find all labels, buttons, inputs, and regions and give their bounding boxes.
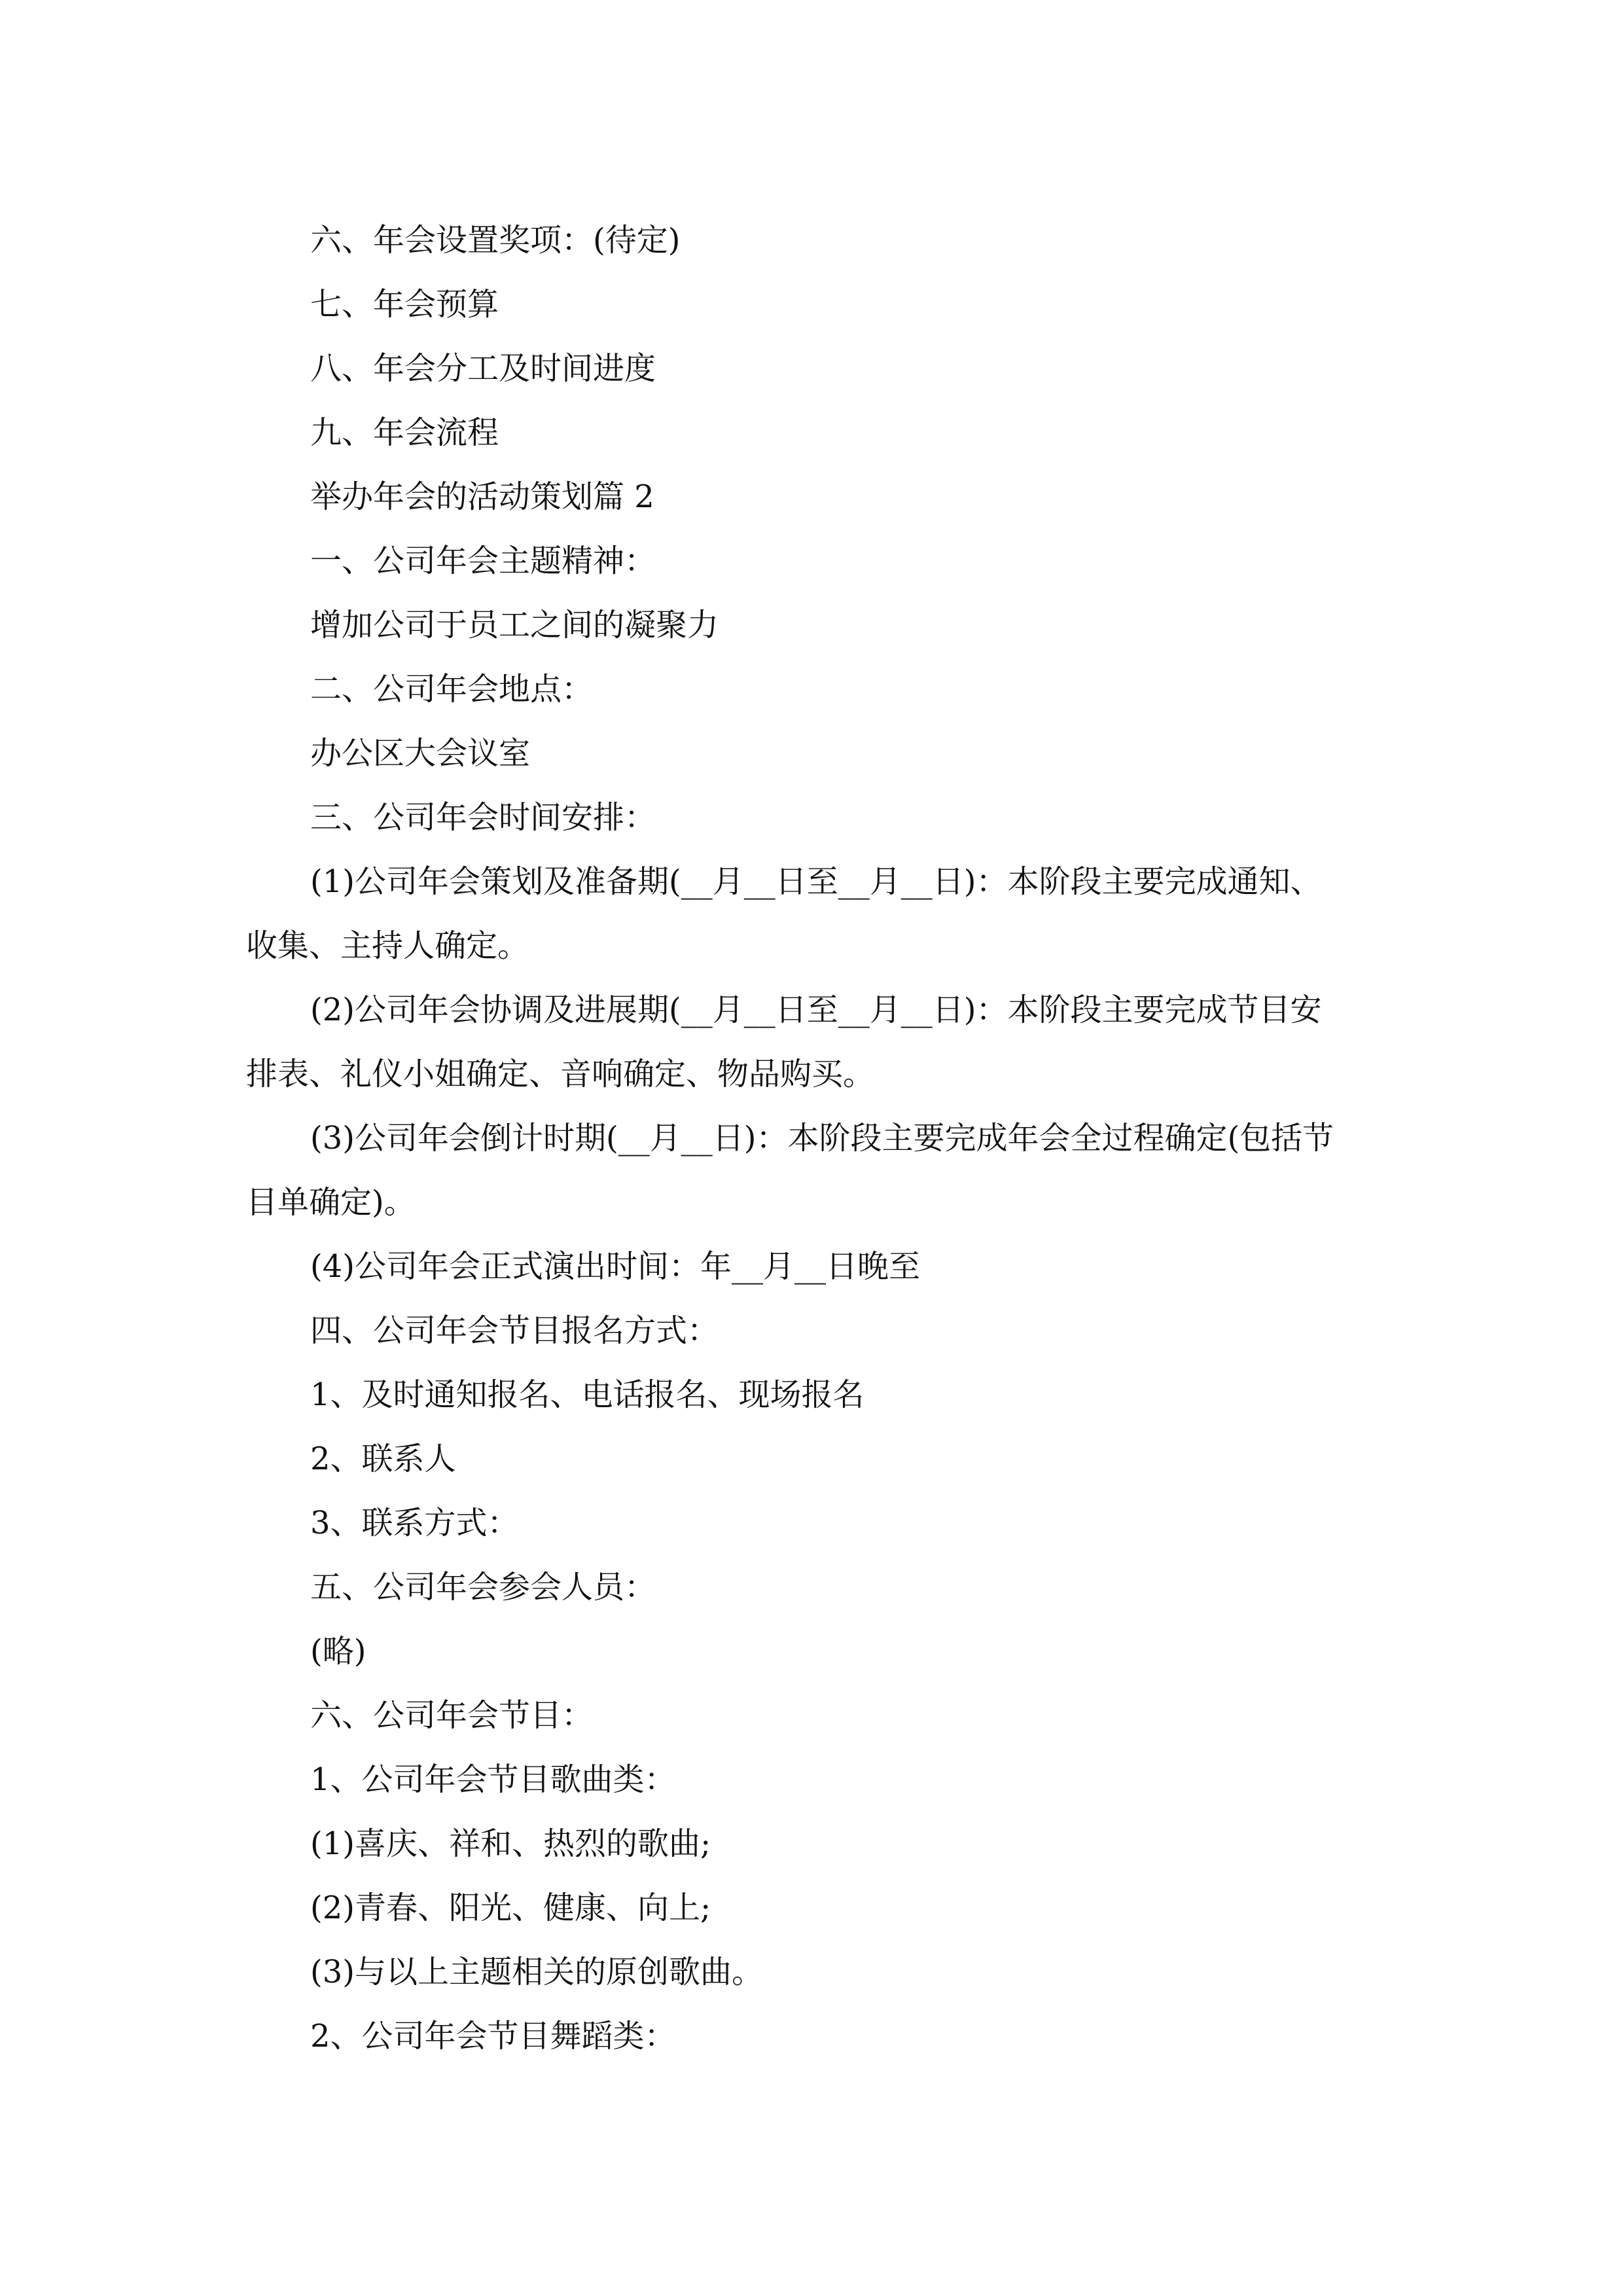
text-line: (3)与以上主题相关的原创歌曲。	[310, 1954, 763, 1990]
text-line: (略)	[310, 1633, 366, 1670]
text-line: (4)公司年会正式演出时间：年__月__日晚至	[310, 1248, 920, 1285]
text-line: 四、公司年会节目报名方式：	[310, 1312, 719, 1349]
document-body	[246, 208, 1391, 2068]
text-line: 六、年会设置奖项：(待定)	[310, 222, 681, 259]
text-line: 办公区大会议室	[310, 735, 531, 772]
text-line: 2、公司年会节目舞蹈类：	[310, 2018, 676, 2054]
text-line: (1)公司年会策划及准备期(__月__日至__月__日)：本阶段主要完成通知、	[310, 863, 1322, 900]
text-line-continuation: 收集、主持人确定。	[246, 927, 529, 964]
text-line: 一、公司年会主题精神：	[310, 543, 656, 579]
text-line: 增加公司于员工之间的凝聚力	[310, 607, 719, 643]
text-line: 八、年会分工及时间进度	[310, 350, 656, 387]
text-line-continuation: 排表、礼仪小姐确定、音响确定、物品购买。	[246, 1056, 875, 1092]
text-line: 3、联系方式：	[310, 1505, 519, 1541]
text-line: 1、及时通知报名、电话报名、现场报名	[310, 1376, 865, 1413]
text-line: 2、联系人	[310, 1441, 456, 1477]
text-line: 九、年会流程	[310, 414, 499, 451]
text-line: 三、公司年会时间安排：	[310, 799, 656, 836]
text-line: 1、公司年会节目歌曲类：	[310, 1761, 676, 1798]
text-line: 六、公司年会节目：	[310, 1697, 594, 1734]
text-line: 七、年会预算	[310, 286, 499, 323]
text-line: (2)公司年会协调及进展期(__月__日至__月__日)：本阶段主要完成节目安	[310, 992, 1322, 1028]
text-line: 五、公司年会参会人员：	[310, 1569, 656, 1605]
text-line: (1)喜庆、祥和、热烈的歌曲;	[310, 1825, 711, 1862]
section-heading: 举办年会的活动策划篇 2	[310, 478, 654, 515]
text-line: (2)青春、阳光、健康、向上;	[310, 1890, 711, 1926]
text-line: 二、公司年会地点：	[310, 671, 594, 708]
text-line-continuation: 目单确定)。	[246, 1184, 416, 1221]
text-line: (3)公司年会倒计时期(__月__日)：本阶段主要完成年会全过程确定(包括节	[310, 1120, 1334, 1157]
